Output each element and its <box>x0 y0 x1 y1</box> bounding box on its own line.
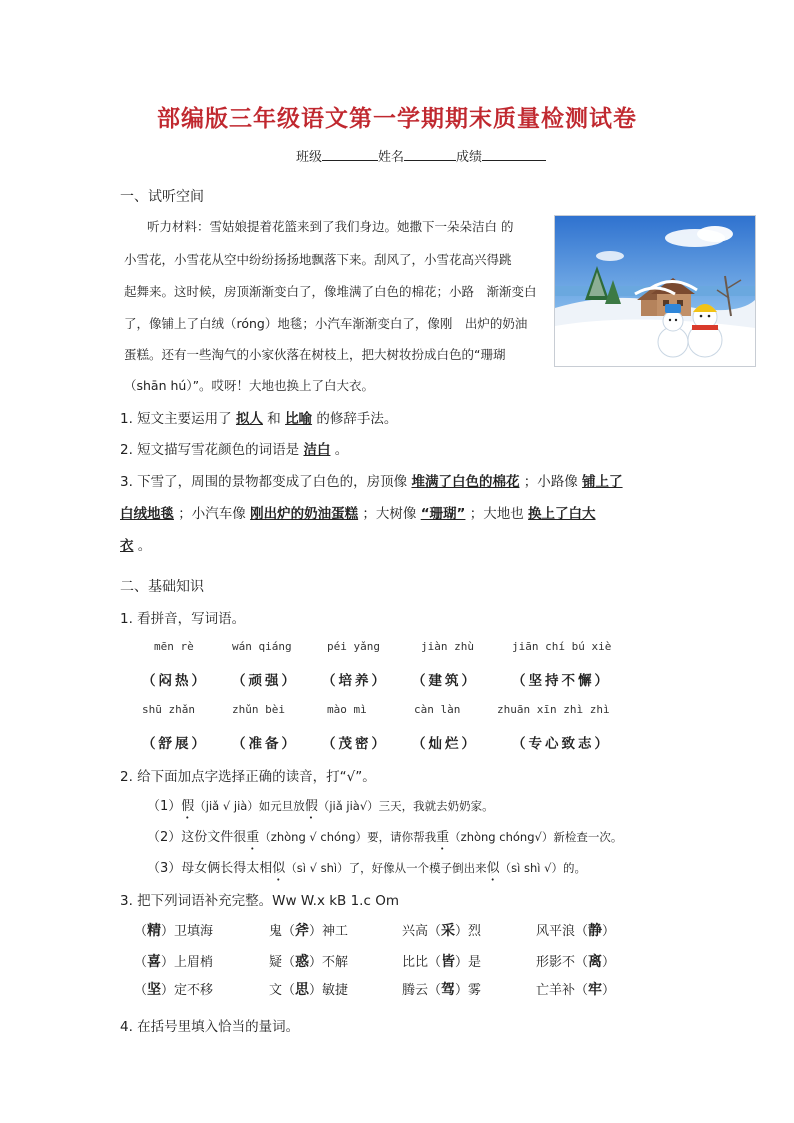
pronunciation-item <box>147 857 586 884</box>
dotted-char: 似 <box>486 861 500 876</box>
word-answer[interactable]: （培养） <box>322 673 388 689</box>
reading-choice[interactable]: （sì shì √）的。 <box>499 861 586 875</box>
idiom-item: （精）卫填海 <box>134 923 214 939</box>
pinyin-cell: péi yǎng <box>327 640 380 653</box>
idiom-answer[interactable]: 离 <box>588 954 603 970</box>
question-text: 。 <box>133 538 152 554</box>
word-answer[interactable]: （闷热） <box>142 673 208 689</box>
pinyin-cell: shū zhǎn <box>142 703 195 716</box>
s2-question-3-label: 3. 把下列词语补充完整。Ww W.x kB 1.c Om <box>120 893 399 909</box>
word-answer[interactable]: （顽强） <box>232 673 298 689</box>
answer-text[interactable]: 拟人 <box>235 411 263 427</box>
word-answer[interactable]: （建筑） <box>412 673 478 689</box>
sentence-text: 这份文件很 <box>181 830 247 845</box>
answer-text[interactable]: 堆满了白色的棉花 <box>411 474 520 490</box>
idiom-item: 鬼（斧）神工 <box>269 923 349 939</box>
idiom-answer[interactable]: 喜 <box>147 954 162 970</box>
s2-question-1-label: 1. 看拼音，写词语。 <box>120 611 246 627</box>
answer-text[interactable]: 比喻 <box>285 411 313 427</box>
idiom-answer[interactable]: 斧 <box>295 923 310 939</box>
idiom-item: 亡羊补（牢） <box>536 982 616 998</box>
reading-choice[interactable]: （jiǎ √ jià）如元旦放 <box>194 799 305 813</box>
idiom-item: 疑（惑）不解 <box>269 954 349 970</box>
pinyin-cell: mēn rè <box>154 640 194 653</box>
name-label: 姓名 <box>378 150 405 165</box>
word-answer[interactable]: （专心致志） <box>512 736 611 752</box>
passage-line: （shān hú）”。哎呀！大地也换上了白大衣。 <box>124 378 375 393</box>
dotted-char: 假 <box>181 799 195 814</box>
dotted-char: 似 <box>272 861 286 876</box>
score-blank[interactable] <box>482 148 546 161</box>
idiom-item: 风平浪（静） <box>536 923 616 939</box>
answer-text[interactable]: 衣 <box>120 538 134 554</box>
s1-question-3 <box>120 470 623 490</box>
dotted-char: 重 <box>436 830 450 845</box>
word-answer[interactable]: （坚持不懈） <box>512 673 611 689</box>
section2-heading: 二、基础知识 <box>120 579 204 595</box>
word-answer[interactable]: （灿烂） <box>412 736 478 752</box>
section1-heading: 一、试听空间 <box>120 189 204 205</box>
pinyin-cell: jiàn zhù <box>421 640 474 653</box>
passage-line: 了，像铺上了白绒（róng）地毯；小汽车渐渐变白了，像刚 出炉的奶油 <box>124 316 528 331</box>
idiom-answer[interactable]: 坚 <box>147 982 162 998</box>
page-title: 部编版三年级语文第一学期期末质量检测试卷 <box>157 106 637 132</box>
answer-text[interactable]: 刚出炉的奶油蛋糕 <box>250 506 359 522</box>
idiom-item: 比比（皆）是 <box>402 954 482 970</box>
idiom-item: 文（思）敏捷 <box>269 982 349 998</box>
question-text: ；大地也 <box>465 506 529 522</box>
s1-question-1 <box>120 407 397 427</box>
s2-question-4-label: 4. 在括号里填入恰当的量词。 <box>120 1019 300 1035</box>
idiom-item: （坚）定不移 <box>134 982 214 998</box>
class-label: 班级 <box>296 150 323 165</box>
score-label: 成绩 <box>456 150 483 165</box>
word-answer[interactable]: （准备） <box>232 736 298 752</box>
answer-text[interactable]: 铺上了 <box>582 474 623 490</box>
question-text: 的修辞手法。 <box>312 411 398 427</box>
idiom-answer[interactable]: 皆 <box>441 954 456 970</box>
answer-text[interactable]: 洁白 <box>303 442 331 458</box>
idiom-answer[interactable]: 牢 <box>588 982 603 998</box>
question-text: 和 <box>262 411 286 427</box>
question-text: ；小路像 <box>519 474 583 490</box>
reading-choice[interactable]: （zhòng chóng√）新检查一次。 <box>449 830 623 844</box>
item-number: （3） <box>147 861 182 876</box>
passage-line: 起舞来。这时候，房顶渐渐变白了，像堆满了白色的棉花；小路 渐渐变白 <box>124 284 537 299</box>
passage-line: 蛋糕。还有一些淘气的小家伙落在树枝上，把大树妆扮成白色的“珊瑚 <box>124 347 506 362</box>
dotted-char: 假 <box>304 799 318 814</box>
idiom-answer[interactable]: 静 <box>588 923 603 939</box>
idiom-answer[interactable]: 思 <box>295 982 310 998</box>
winter-snowman-illustration <box>554 215 756 367</box>
answer-text[interactable]: 白绒地毯 <box>120 506 174 522</box>
idiom-item: 形影不（离） <box>536 954 616 970</box>
item-number: （2） <box>147 830 182 845</box>
pinyin-cell: jiān chí bú xiè <box>512 640 612 653</box>
answer-text[interactable]: “珊瑚” <box>420 506 466 522</box>
idiom-answer[interactable]: 驾 <box>441 982 456 998</box>
dotted-char: 重 <box>246 830 260 845</box>
idiom-item: （喜）上眉梢 <box>134 954 214 970</box>
reading-choice[interactable]: （sì √ shì）了，好像从一个模子倒出来 <box>285 861 487 875</box>
pronunciation-item <box>147 826 622 853</box>
question-text: ；小汽车像 <box>174 506 251 522</box>
question-text: 。 <box>330 442 349 458</box>
reading-choice[interactable]: （jiǎ jià√）三天，我就去奶奶家。 <box>317 799 494 813</box>
idiom-item: 腾云（驾）雾 <box>402 982 482 998</box>
winter-scene-icon <box>555 216 755 366</box>
pinyin-cell: zhuān xīn zhì zhì <box>497 703 610 716</box>
pinyin-cell: zhǔn bèi <box>232 703 285 716</box>
idiom-answer[interactable]: 采 <box>441 923 456 939</box>
pinyin-cell: mào mì <box>327 703 367 716</box>
s1-question-3-cont <box>120 502 596 522</box>
item-number: （1） <box>147 799 182 814</box>
word-answer[interactable]: （茂密） <box>322 736 388 752</box>
idiom-answer[interactable]: 惑 <box>295 954 310 970</box>
passage-line: 小雪花，小雪花从空中纷纷扬扬地飘落下来。刮风了，小雪花高兴得跳 <box>124 252 512 267</box>
idiom-answer[interactable]: 精 <box>147 923 162 939</box>
question-text: 2. 短文描写雪花颜色的词语是 <box>120 442 304 458</box>
s1-question-2 <box>120 438 348 458</box>
question-text: ；大树像 <box>358 506 421 522</box>
s2-question-2-label: 2. 给下面加点字选择正确的读音，打“√”。 <box>120 769 376 785</box>
pinyin-cell: càn làn <box>414 703 461 716</box>
passage-line: 听力材料：雪姑娘提着花篮来到了我们身边。她撒下一朵朵洁白 的 <box>147 219 514 234</box>
sentence-text: 母女俩长得太相 <box>181 861 273 876</box>
s1-question-3-end <box>120 534 151 554</box>
pronunciation-item <box>147 795 494 822</box>
answer-text[interactable]: 换上了白大 <box>528 506 596 522</box>
word-answer[interactable]: （舒展） <box>142 736 208 752</box>
class-blank[interactable] <box>322 148 378 161</box>
name-blank[interactable] <box>404 148 456 161</box>
reading-choice[interactable]: （zhòng √ chóng）要，请你帮我 <box>259 830 437 844</box>
pinyin-cell: wán qiáng <box>232 640 292 653</box>
student-info-line <box>296 146 546 165</box>
idiom-item: 兴高（采）烈 <box>402 923 482 939</box>
question-text: 1. 短文主要运用了 <box>120 411 236 427</box>
question-text: 3. 下雪了，周围的景物都变成了白色的，房顶像 <box>120 474 412 490</box>
